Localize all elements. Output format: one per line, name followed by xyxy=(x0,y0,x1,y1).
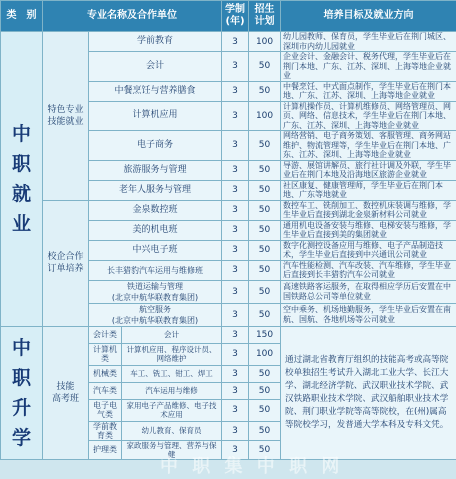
quota-value: 50 xyxy=(249,382,281,399)
section-employment-title: 中 职 就 业 xyxy=(1,32,43,327)
exam-major-name: 会计 xyxy=(122,326,222,343)
exam-major-name: 家用电子产品维修、电子技术应用 xyxy=(122,399,222,421)
years-value: 3 xyxy=(222,280,249,303)
major-name: 学前教育 xyxy=(89,32,222,52)
years-value: 3 xyxy=(222,343,249,365)
exam-category-name: 会计类 xyxy=(89,326,122,343)
exam-category-name: 机械类 xyxy=(89,365,122,382)
years-value: 3 xyxy=(222,326,249,343)
employment-row xyxy=(1,200,456,220)
quota-value: 50 xyxy=(249,180,281,200)
major-name: 铁道运输与管理 (北京中航华联教育集团) xyxy=(89,280,222,303)
section-further-study-title: 中 职 升 学 xyxy=(1,326,43,459)
goal-description: 空中乘务、机场地勤服务，学生毕业后安置在南航、国航、各地机场等公司就业 xyxy=(281,303,456,326)
exam-category-name: 计算机类 xyxy=(89,343,122,365)
major-name: 老年人服务与管理 xyxy=(89,180,222,200)
quota-value: 50 xyxy=(249,280,281,303)
years-value: 3 xyxy=(222,131,249,161)
quota-value: 100 xyxy=(249,343,281,365)
subcategory-order-training: 校企合作 订单培养 xyxy=(43,200,89,326)
years-value: 3 xyxy=(222,399,249,421)
major-name: 金泉数控班 xyxy=(89,200,222,220)
quota-value: 50 xyxy=(249,200,281,220)
years-value: 3 xyxy=(222,160,249,180)
years-value: 3 xyxy=(222,440,249,459)
watermark: 中 职 集 中 职 网 xyxy=(160,456,344,477)
quota-value: 50 xyxy=(249,399,281,421)
years-value: 3 xyxy=(222,52,249,82)
header-major: 专业名称及合作单位 xyxy=(43,1,222,32)
header-goal: 培养目标及就业方向 xyxy=(281,1,456,32)
quota-value: 100 xyxy=(249,101,281,131)
exam-major-name: 汽车运用与维修 xyxy=(122,382,222,399)
further-study-row xyxy=(1,326,456,343)
major-name: 电子商务 xyxy=(89,131,222,161)
years-value: 3 xyxy=(222,32,249,52)
goal-description: 幼儿园教师、保育员，学生毕业后在荆门城区、深圳市内幼儿园就业 xyxy=(281,32,456,52)
years-value: 3 xyxy=(222,220,249,240)
quota-value: 150 xyxy=(249,326,281,343)
goal-description: 数控车工、铣削加工、数控机床装调与维修，学生毕业后直接到湖北金泉新材料公司就业 xyxy=(281,200,456,220)
exam-category-name: 学前教育类 xyxy=(89,421,122,440)
major-name: 中兴电子班 xyxy=(89,240,222,260)
quota-value: 50 xyxy=(249,131,281,161)
years-value: 3 xyxy=(222,101,249,131)
quota-value: 50 xyxy=(249,440,281,459)
exam-major-name: 幼儿教育、保育员 xyxy=(122,421,222,440)
subcategory-featured: 特色专业 技能就业 xyxy=(43,32,89,201)
quota-value: 50 xyxy=(249,421,281,440)
years-value: 3 xyxy=(222,180,249,200)
years-value: 3 xyxy=(222,365,249,382)
years-value: 3 xyxy=(222,421,249,440)
years-value: 3 xyxy=(222,382,249,399)
quota-value: 50 xyxy=(249,365,281,382)
exam-major-name: 车工、铣工、钳工、焊工 xyxy=(122,365,222,382)
header-years: 学制 (年) xyxy=(222,1,249,32)
quota-value: 100 xyxy=(249,32,281,52)
further-study-description: 通过湖北省教育厅组织的技能高考或高等院校单独招生考试升入湖北工业大学、长江大学、湖北经济学院、武汉职业技术学院、武汉铁路职业技术学院、武汉船舶职业技术学院、荆门职业学院等高等院校，在(州)属高等院校学习，发普通大学本科及专科文凭。 xyxy=(281,326,456,459)
quota-value: 50 xyxy=(249,303,281,326)
goal-description: 通用机电设备安装与维修、电梯安装与维修，学生毕业后直接到美的集团就业 xyxy=(281,220,456,240)
goal-description: 计算机操作员、计算机维修员、网络管理员、网页、网络、信息技术，学生毕业后在荆门本地、广东、江苏、深圳、上海等地企业就业 xyxy=(281,101,456,131)
goal-description: 社区康复、健康管理师，学生毕业后在荆门本地、广东等地就业 xyxy=(281,180,456,200)
quota-value: 50 xyxy=(249,260,281,280)
quota-value: 50 xyxy=(249,52,281,82)
goal-description: 网络营销、电子商务策划、客服管理、商务网站维护、物流管理等，学生毕业后在荆门本地、广东、江苏、深圳、上海等地企业就业 xyxy=(281,131,456,161)
quota-value: 50 xyxy=(249,220,281,240)
major-name: 长丰猎豹汽车运用与维修班 xyxy=(89,260,222,280)
major-name: 美的机电班 xyxy=(89,220,222,240)
goal-description: 高速铁路客运服务，在取得相应学历后安置在中国铁路总公司等单位就业 xyxy=(281,280,456,303)
major-name: 计算机应用 xyxy=(89,101,222,131)
header-category: 类 别 xyxy=(1,1,43,32)
exam-major-name: 家政服务与管理、营养与保健 xyxy=(122,440,222,459)
exam-category-name: 电子电气类 xyxy=(89,399,122,421)
goal-description: 企业会计、金融会计、税务代理，学生毕业后在荆门本地、广东、江苏、深圳、上海等地企业就业 xyxy=(281,52,456,82)
exam-major-name: 计算机应用、程序设计员、网络维护 xyxy=(122,343,222,365)
years-value: 3 xyxy=(222,81,249,101)
quota-value: 50 xyxy=(249,81,281,101)
years-value: 3 xyxy=(222,260,249,280)
major-name: 中餐烹饪与营养膳食 xyxy=(89,81,222,101)
header-row xyxy=(1,1,456,32)
major-name: 旅游服务与管理 xyxy=(89,160,222,180)
exam-category-name: 护理类 xyxy=(89,440,122,459)
goal-description: 数字化测控设备应用与维修、电子产品制造技术，学生毕业后直接到中兴通讯公司就业 xyxy=(281,240,456,260)
quota-value: 50 xyxy=(249,160,281,180)
quota-value: 50 xyxy=(249,240,281,260)
goal-description: 汽车性能检测、汽车改装、汽车维修，学生毕业后直接到长丰猎豹汽车公司就业 xyxy=(281,260,456,280)
subcategory-skills-exam: 技能 高考班 xyxy=(43,326,89,459)
years-value: 3 xyxy=(222,303,249,326)
major-name: 航空服务 (北京中航华联教育集团) xyxy=(89,303,222,326)
exam-category-name: 汽车类 xyxy=(89,382,122,399)
goal-description: 导游、展馆讲解员、旅行社计调及外联，学生毕业后在荆门本地及沿海地区旅游企业就业 xyxy=(281,160,456,180)
years-value: 3 xyxy=(222,240,249,260)
header-quota: 招生 计划 xyxy=(249,1,281,32)
goal-description: 中餐烹饪、中式面点制作，学生毕业后在荆门本地、广东、江苏、深圳、上海等地企业就业 xyxy=(281,81,456,101)
years-value: 3 xyxy=(222,200,249,220)
major-name: 会计 xyxy=(89,52,222,82)
employment-row xyxy=(1,32,456,52)
